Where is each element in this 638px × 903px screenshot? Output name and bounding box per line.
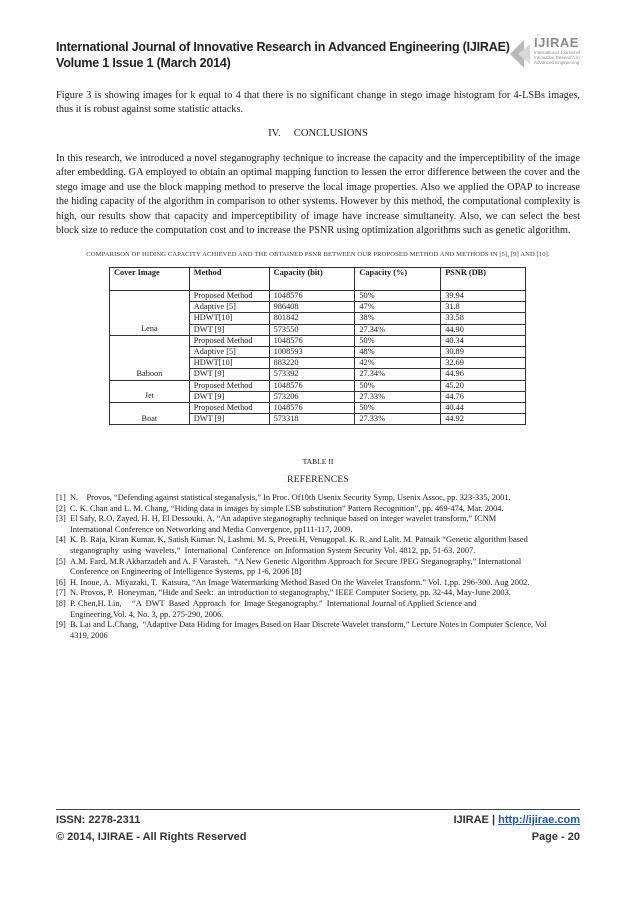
comparison-table <box>109 267 526 425</box>
table-row <box>110 302 526 313</box>
reference-number: [3] <box>56 514 66 524</box>
header-capacity-percent: Capacity (%) <box>355 268 441 291</box>
intro-paragraph: Figure 3 is showing images for k equal to 4 that there is no significant change in stego image histogram for 4-LSBs images, thus it is robust against some statistic attacks. <box>56 90 580 116</box>
reference-continuation <box>56 631 582 642</box>
cover-image-cell <box>110 335 190 346</box>
reference-text: K. B. Raja, Kiran Kumar. K, Satish Kumar. N, Lashmi. M. S, Preeti.H, Venugopal. K. R. and Lalit. M. Patnaik “Genetic algorithm based <box>70 535 528 545</box>
reference-text: P. Chen,H. Lin, “A DWT Based Approach for Image Steganography.” International Journal of Applied Science and <box>70 598 477 608</box>
reference-item <box>56 535 582 546</box>
method-cell: HDWT[10] <box>189 313 269 324</box>
reference-item <box>56 557 582 568</box>
capacity-percent-cell: 38% <box>355 313 441 324</box>
capacity-percent-cell: 50% <box>355 335 441 346</box>
reference-continuation <box>56 546 582 557</box>
capacity-percent-cell: 27.34% <box>355 324 441 335</box>
method-cell: DWT [9] <box>189 391 269 402</box>
reference-text: B. Lai and L.Chang, “Adaptive Data Hiding for Images Based on Haar Discrete Wavelet transform,” Lecture Notes in Computer Science, Vol <box>70 620 547 630</box>
method-cell: DWT [9] <box>189 324 269 335</box>
table-row <box>110 291 526 302</box>
cover-image-cell: Jet <box>110 391 190 402</box>
reference-text: 4319, 2006 <box>70 630 108 640</box>
reference-number: [5] <box>56 556 66 566</box>
method-cell: Proposed Method <box>189 291 269 302</box>
psnr-cell: 45.20 <box>441 380 526 391</box>
capacity-bit-cell: 1048576 <box>269 291 355 302</box>
method-cell: Adaptive [5] <box>189 302 269 313</box>
capacity-percent-cell: 27.34% <box>355 369 441 380</box>
reference-text: C. K. Chan and L. M. Chang, “Hiding data in images by simple LSB substitution” Pattern Recognition”, pp. 469-474, Mar. 2004. <box>70 503 504 513</box>
method-cell: Proposed Method <box>189 335 269 346</box>
reference-number: [9] <box>56 620 66 630</box>
table-row <box>110 391 526 402</box>
capacity-percent-cell: 48% <box>355 346 441 357</box>
reference-item <box>56 504 582 515</box>
capacity-bit-cell: 573550 <box>269 324 355 335</box>
cover-image-cell <box>110 358 190 369</box>
logo-tagline: International Journal of Innovative Research in Advanced Engineering <box>534 50 580 66</box>
capacity-bit-cell: 801842 <box>269 313 355 324</box>
psnr-cell: 44.96 <box>441 369 526 380</box>
table-row <box>110 335 526 346</box>
table-row <box>110 380 526 391</box>
reference-item <box>56 578 582 589</box>
journal-title: International Journal of Innovative Research in Advanced Engineering (IJIRAE) <box>56 40 510 54</box>
header-psnr: PSNR (DB) <box>441 268 526 291</box>
capacity-bit-cell: 1048576 <box>269 335 355 346</box>
capacity-bit-cell: 573318 <box>269 414 355 425</box>
psnr-cell: 32.69 <box>441 358 526 369</box>
reference-number: [7] <box>56 588 66 598</box>
capacity-percent-cell: 27.33% <box>355 414 441 425</box>
reference-text: International Conference on Networking and Media Convergence, pp111-117, 2009. <box>70 524 353 534</box>
psnr-cell: 44.76 <box>441 391 526 402</box>
cover-image-cell: Boat <box>110 414 190 425</box>
reference-number: [2] <box>56 503 66 513</box>
psnr-cell: 40.34 <box>441 335 526 346</box>
table-row <box>110 358 526 369</box>
header-method: Method <box>189 268 269 291</box>
footer-brand <box>453 814 580 826</box>
cover-image-cell: Lena <box>110 324 190 335</box>
reference-continuation <box>56 610 582 621</box>
table-caption: COMPARISON OF HIDING CAPACITY ACHIEVED AND THE OBTAINED PSNR BETWEEN OUR PROPOSED METHOD AND METHODS IN [5], [9] AND [10]. <box>86 251 550 258</box>
method-cell: DWT [9] <box>189 369 269 380</box>
reference-continuation <box>56 525 582 536</box>
reference-text: A.M. Fard, M.R Akbarzadeh and A. F Varasteh. “A New Genetic Algorithm Approach for Secure JPEG Steganography,” International <box>70 556 522 566</box>
reference-number: [8] <box>56 598 66 608</box>
capacity-bit-cell: 1048576 <box>269 380 355 391</box>
capacity-bit-cell: 1008593 <box>269 346 355 357</box>
table-header-row <box>110 268 526 291</box>
footer-issn: ISSN: 2278-2311 <box>56 814 141 826</box>
psnr-cell: 44.92 <box>441 414 526 425</box>
cover-image-cell <box>110 302 190 313</box>
reference-item <box>56 493 582 504</box>
reference-text: Conference on Engineering of Intelligence Systems, pp 1-6, 2006 [8] <box>70 567 302 577</box>
journal-website-link[interactable]: http://ijirae.com <box>498 814 580 826</box>
references-heading: REFERENCES <box>287 475 349 485</box>
psnr-cell: 40.44 <box>441 402 526 413</box>
reference-item <box>56 599 582 610</box>
footer-copyright: © 2014, IJIRAE - All Rights Reserved <box>56 831 247 843</box>
reference-text: steganography using wavelets,” International Conference on Information System Security Vol. 4812, pp, 51-63. 2007. <box>70 545 476 555</box>
header-capacity-bit: Capacity (bit) <box>269 268 355 291</box>
reference-number: [1] <box>56 493 66 502</box>
method-cell: DWT [9] <box>189 414 269 425</box>
cover-image-cell <box>110 291 190 302</box>
cover-image-cell <box>110 380 190 391</box>
table-row <box>110 414 526 425</box>
capacity-percent-cell: 50% <box>355 380 441 391</box>
method-cell: Adaptive [5] <box>189 346 269 357</box>
volume-issue: Volume 1 Issue 1 (March 2014) <box>56 56 231 70</box>
psnr-cell: 39.94 <box>441 291 526 302</box>
reference-text: N. Provos, P. Honeyman, “Hide and Seek: an introduction to steganography,” IEEE Computer Society, pp. 32-44, May-June 2003. <box>70 588 511 598</box>
cover-image-cell <box>110 346 190 357</box>
reference-number: [6] <box>56 577 66 587</box>
method-cell: Proposed Method <box>189 380 269 391</box>
capacity-percent-cell: 27.33% <box>355 391 441 402</box>
table-row <box>110 369 526 380</box>
reference-number: [4] <box>56 535 66 545</box>
table-label: TABLE II <box>302 457 334 466</box>
table-row <box>110 402 526 413</box>
method-cell: HDWT[10] <box>189 358 269 369</box>
cover-image-cell <box>110 313 190 324</box>
capacity-bit-cell: 573392 <box>269 369 355 380</box>
reference-text: Engineering,Vol. 4, No. 3, pp. 275-290, 2006. <box>70 609 224 619</box>
reference-text: N. Provos, “Defending against statistical steganalysis,” In Proc. Of10th Usenix Security Symp, Usenix Assoc, pp. 323-335, 2001. <box>70 493 511 502</box>
capacity-bit-cell: 986408 <box>269 302 355 313</box>
references-list <box>56 493 582 641</box>
cover-image-cell <box>110 402 190 413</box>
section-heading: IV. CONCLUSIONS <box>268 128 368 139</box>
journal-logo <box>508 34 588 74</box>
cover-image-cell: Baboon <box>110 369 190 380</box>
capacity-percent-cell: 47% <box>355 302 441 313</box>
footer-page-number: Page - 20 <box>531 831 580 843</box>
conclusions-paragraph: In this research, we introduced a novel steganography technique to increase the capacity and the imperceptibility of the image after embedding. GA employed to obtain an optimal mapping function to lessen the error difference between the cover and the stego image and use the block mapping method to preserve the local image properties. Also we applied the OPAP to increase the hiding capacity of the algorithm in comparison to other systems. However by this method, the computational complexity is high, our results show that capacity and imperceptibility of image have increase simultaneity. Also, we can select the best block size to reduce the computation cost and to increase the PSNR using optimization algorithms such as genetic algorithm. <box>56 153 580 237</box>
header-cover-image: Cover Image <box>110 268 190 291</box>
table-row <box>110 346 526 357</box>
reference-item <box>56 620 582 631</box>
footer-journal-abbrev: IJIRAE | <box>453 814 499 826</box>
capacity-percent-cell: 50% <box>355 291 441 302</box>
psnr-cell: 30.89 <box>441 346 526 357</box>
reference-text: H. Inoue, A. Miyazaki, T. Katsura, “An Image Watermarking Method Based On the Wavelet Transform.” Vol. 1,pp. 296-300. Aug 2002. <box>70 577 530 587</box>
reference-text: El Safy, R.O, Zayed. H. H, El Dessouki. A, “An adaptive steganography technique based on integer wavelet transform,” ICNM <box>70 514 497 524</box>
method-cell: Proposed Method <box>189 402 269 413</box>
capacity-percent-cell: 42% <box>355 358 441 369</box>
psnr-cell: 44.90 <box>441 324 526 335</box>
capacity-percent-cell: 50% <box>355 402 441 413</box>
logo-wordmark: IJIRAE <box>534 35 579 50</box>
reference-item <box>56 588 582 599</box>
capacity-bit-cell: 883220 <box>269 358 355 369</box>
reference-item <box>56 514 582 525</box>
capacity-bit-cell: 1048576 <box>269 402 355 413</box>
capacity-bit-cell: 573206 <box>269 391 355 402</box>
psnr-cell: 31.8 <box>441 302 526 313</box>
psnr-cell: 33.58 <box>441 313 526 324</box>
table-row <box>110 313 526 324</box>
reference-continuation <box>56 567 582 578</box>
footer-divider <box>56 809 580 810</box>
table-row <box>110 324 526 335</box>
